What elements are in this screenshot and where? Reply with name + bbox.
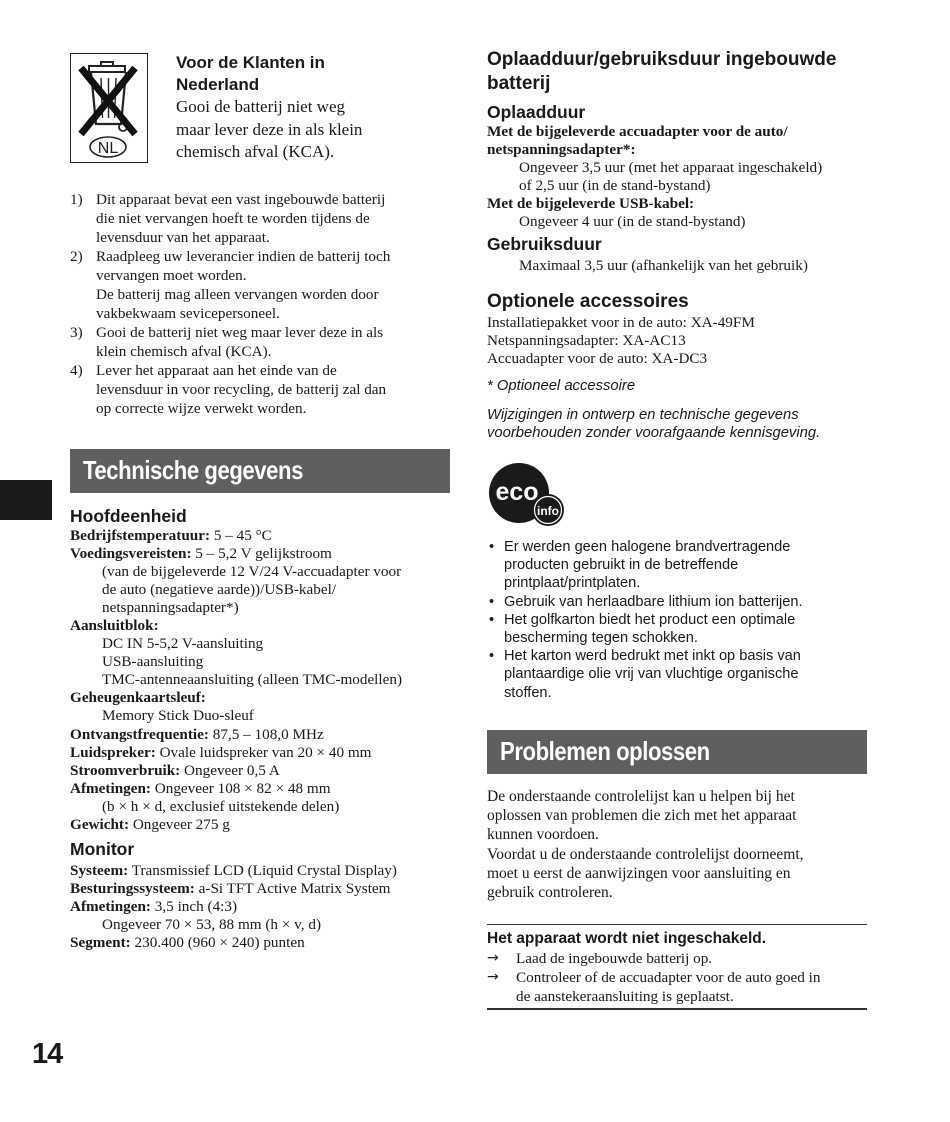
recycle-notice-body xyxy=(176,96,366,164)
section-title: Technische gegevens xyxy=(83,455,303,485)
bullet-line: Er werden geen halogene brandvertragende xyxy=(504,538,791,555)
spec-subline: TMC-antenneaansluiting (alleen TMC-modellen) xyxy=(102,671,403,689)
spec-label: Bedrijfstemperatuur: xyxy=(70,526,211,544)
spec-label: Systeem: xyxy=(70,862,129,880)
list-item xyxy=(70,323,450,361)
title-line: Oplaadduur/gebruiksduur ingebouwde xyxy=(487,49,837,70)
spec-subline: USB-aansluiting xyxy=(102,653,204,671)
spec-row xyxy=(70,762,450,780)
spec-label: netspanningsadapter*: xyxy=(487,141,636,159)
spec-label: Segment: xyxy=(70,934,131,952)
note-line: op correcte wijze verwekt worden. xyxy=(96,399,307,417)
spec-value: Ongeveer 4 uur (in de stand-bystand) xyxy=(519,213,746,231)
main-unit-heading: Hoofdeenheid xyxy=(70,505,187,526)
section-tab-marker xyxy=(0,480,52,520)
eco-logo-sub: info xyxy=(537,503,559,518)
note-line: Lever het apparaat aan het einde van de xyxy=(96,361,337,379)
list-item: • Het karton werd bedrukt met inkt op basis van plantaardige olie vrij van vluchtige organische stoffen. xyxy=(489,648,801,701)
recycle-line: Gooi de batterij niet weg xyxy=(176,97,346,116)
spec-row xyxy=(70,545,450,563)
list-number: 3) xyxy=(70,323,83,341)
note-line: Raadpleeg uw leverancier indien de batterij toch xyxy=(96,247,391,265)
spec-row xyxy=(70,744,450,762)
monitor-heading: Monitor xyxy=(70,839,135,860)
recycle-line: chemisch afval (KCA). xyxy=(176,142,335,161)
title-line: batterij xyxy=(487,73,551,94)
accessories-heading: Optionele accessoires xyxy=(487,290,689,312)
recycle-notice xyxy=(70,48,450,164)
spec-label: Stroomverbruik: xyxy=(70,761,181,779)
list-item xyxy=(70,247,450,323)
intro-line: gebruik controleren. xyxy=(487,884,613,902)
accessory-footnote: * Optioneel accessoire xyxy=(487,377,636,394)
intro-line: oplossen van problemen die zich met het apparaat xyxy=(487,807,797,825)
intro-line: moet u eerst de aanwijzingen voor aansluiting en xyxy=(487,864,791,882)
spec-row xyxy=(70,898,450,916)
section-bar-tech xyxy=(70,449,450,493)
spec-row xyxy=(70,816,450,834)
eco-bullets xyxy=(487,538,867,702)
solution-line: de aanstekeraansluiting is geplaatst. xyxy=(516,987,734,1005)
arrow-right-icon: → xyxy=(487,949,499,966)
spec-value: Ongeveer 108 × 82 × 48 mm xyxy=(150,779,331,797)
bullet-line: Het golfkarton biedt het product een optimale xyxy=(504,611,796,628)
note-line: levensduur van het apparaat. xyxy=(96,228,270,246)
usage-heading: Gebruiksduur xyxy=(487,233,602,254)
main-unit-specs xyxy=(70,527,450,835)
spec-subline: netspanningsadapter*) xyxy=(102,598,239,616)
list-item: • Het golfkarton biedt het product een optimale bescherming tegen schokken. xyxy=(489,611,796,646)
accessory-item: Installatiepakket voor in de auto: XA-49FM xyxy=(487,313,755,331)
spec-value: Ongeveer 275 g xyxy=(129,816,230,833)
charge-specs xyxy=(487,123,867,232)
charge-heading: Oplaadduur xyxy=(487,102,586,122)
right-column xyxy=(487,48,867,1010)
spec-value: Ongeveer 0,5 A xyxy=(180,761,280,779)
problem-heading: Het apparaat wordt niet ingeschakeld. xyxy=(487,929,767,947)
intro-line: Voordat u de onderstaande controlelijst doorneemt, xyxy=(487,845,804,863)
spec-value: 3,5 inch (4:3) xyxy=(150,898,238,916)
battery-section-title xyxy=(487,48,867,96)
spec-subline: de auto (negatieve aarde))/USB-kabel/ xyxy=(102,580,337,598)
note-line: vakbekwaam sevicepersoneel. xyxy=(96,304,280,322)
spec-label: Geheugenkaartsleuf: xyxy=(70,689,206,707)
spec-row xyxy=(70,726,450,744)
spec-value: 5 – 45 °C xyxy=(210,526,272,544)
recycle-notice-title: Voor de Klanten in Nederland xyxy=(176,53,325,94)
spec-subline: (b × h × d, exclusief uitstekende delen) xyxy=(102,797,340,815)
bullet-line: Het karton werd bedrukt met inkt op basis van xyxy=(504,648,801,665)
note-line: De batterij mag alleen vervangen worden door xyxy=(96,285,379,303)
spec-value: Transmissief LCD (Liquid Crystal Display) xyxy=(128,862,397,880)
bullet-line: bescherming tegen schokken. xyxy=(504,629,698,646)
list-number: 2) xyxy=(70,247,83,265)
monitor-specs xyxy=(70,862,450,952)
spec-row xyxy=(70,880,450,898)
page-number: 14 xyxy=(32,1038,63,1070)
note-line: die niet vervangen hoeft te worden tijdens de xyxy=(96,209,370,227)
spec-value: 87,5 – 108,0 MHz xyxy=(208,725,324,743)
recycle-line: maar lever deze in als klein xyxy=(176,119,363,139)
intro-line: De onderstaande controlelijst kan u helpen bij het xyxy=(487,787,795,805)
arrow-right-icon: → xyxy=(487,968,499,985)
bullet-line: printplaat/printplaten. xyxy=(504,575,641,592)
note-line: klein chemisch afval (KCA). xyxy=(96,342,272,360)
bin-country-label: NL xyxy=(97,140,119,157)
solution-line: Laad de ingebouwde batterij op. xyxy=(516,949,713,967)
spec-label: Afmetingen: xyxy=(70,898,151,916)
troubleshooting-intro xyxy=(487,787,867,903)
crossed-bin-icon xyxy=(70,53,148,163)
disclaimer-line: Wijzigingen in ontwerp en technische gegevens xyxy=(487,406,799,423)
spec-row xyxy=(70,862,450,880)
list-item: • Er werden geen halogene brandvertragende producten gebruikt in de betreffende printplaat/printplaten. xyxy=(489,538,791,592)
spec-row xyxy=(70,934,450,952)
spec-row xyxy=(70,527,450,545)
spec-row xyxy=(70,780,450,798)
spec-subline: Memory Stick Duo-sleuf xyxy=(102,707,254,725)
list-item: • Gebruik van herlaadbare lithium ion batterijen. xyxy=(489,593,803,610)
disclaimer xyxy=(487,406,867,442)
solution-line: Controleer of de accuadapter voor de auto goed in xyxy=(516,968,821,986)
note-line: vervangen moet worden. xyxy=(96,266,247,284)
note-line: Dit apparaat bevat een vast ingebouwde batterij xyxy=(96,190,386,208)
spec-value: of 2,5 uur (in de stand-bystand) xyxy=(519,177,711,195)
spec-value: a-Si TFT Active Matrix System xyxy=(194,880,391,898)
list-number: 4) xyxy=(70,361,83,379)
accessory-item: Netspanningsadapter: XA-AC13 xyxy=(487,331,686,349)
accessory-item: Accuadapter voor de auto: XA-DC3 xyxy=(487,349,708,367)
spec-label: Gewicht: xyxy=(70,816,130,833)
list-item xyxy=(70,190,450,247)
spec-label: Aansluitblok: xyxy=(70,616,159,634)
spec-value: 5 – 5,2 V gelijkstroom xyxy=(191,544,332,562)
left-column xyxy=(70,48,450,953)
spec-label: Luidspreker: xyxy=(70,743,156,761)
spec-row xyxy=(70,617,450,635)
spec-label: Ontvangstfrequentie: xyxy=(70,725,209,743)
spec-row xyxy=(70,689,450,707)
eco-logo-word: eco xyxy=(495,477,539,506)
solution-item xyxy=(487,968,867,1006)
eco-info-logo xyxy=(487,462,867,534)
problem-box xyxy=(487,924,867,1010)
spec-value: Maximaal 3,5 uur (afhankelijk van het gebruik) xyxy=(519,256,808,274)
spec-subline: (van de bijgeleverde 12 V/24 V-accuadapter voor xyxy=(102,562,402,580)
list-item xyxy=(70,361,450,418)
list-number: 1) xyxy=(70,190,83,208)
spec-label: Afmetingen: xyxy=(70,779,151,797)
bullet-line: stoffen. xyxy=(504,684,552,701)
bullet-line: plantaardige olie vrij van vluchtige organische xyxy=(504,666,799,683)
disclaimer-line: voorbehouden zonder voorafgaande kennisgeving. xyxy=(487,424,821,441)
bullet-line: Gebruik van herlaadbare lithium ion batterijen. xyxy=(504,593,803,610)
section-title: Problemen oplossen xyxy=(500,736,710,767)
spec-value: Ovale luidspreker van 20 × 40 mm xyxy=(155,743,372,761)
intro-line: kunnen voordoen. xyxy=(487,826,599,844)
section-bar-troubleshooting xyxy=(487,730,867,774)
solution-item xyxy=(487,949,867,968)
battery-notes-list xyxy=(70,190,450,418)
spec-label: Met de bijgeleverde USB-kabel: xyxy=(487,195,695,213)
accessories-list xyxy=(487,314,867,368)
note-line: levensduur in voor recycling, de batterij zal dan xyxy=(96,380,387,398)
spec-value: 230.400 (960 × 240) punten xyxy=(130,934,305,952)
spec-label: Besturingssysteem: xyxy=(70,880,195,898)
spec-subline: Ongeveer 70 × 53, 88 mm (h × v, d) xyxy=(102,916,322,934)
spec-label: Voedingsvereisten: xyxy=(70,544,192,562)
spec-subline: DC IN 5-5,2 V-aansluiting xyxy=(102,635,264,653)
spec-value: Ongeveer 3,5 uur (met het apparaat ingeschakeld) xyxy=(519,159,823,177)
bullet-line: producten gebruikt in de betreffende xyxy=(504,557,739,574)
spec-label: Met de bijgeleverde accuadapter voor de auto/ xyxy=(487,123,788,140)
note-line: Gooi de batterij niet weg maar lever deze in als xyxy=(96,323,384,341)
